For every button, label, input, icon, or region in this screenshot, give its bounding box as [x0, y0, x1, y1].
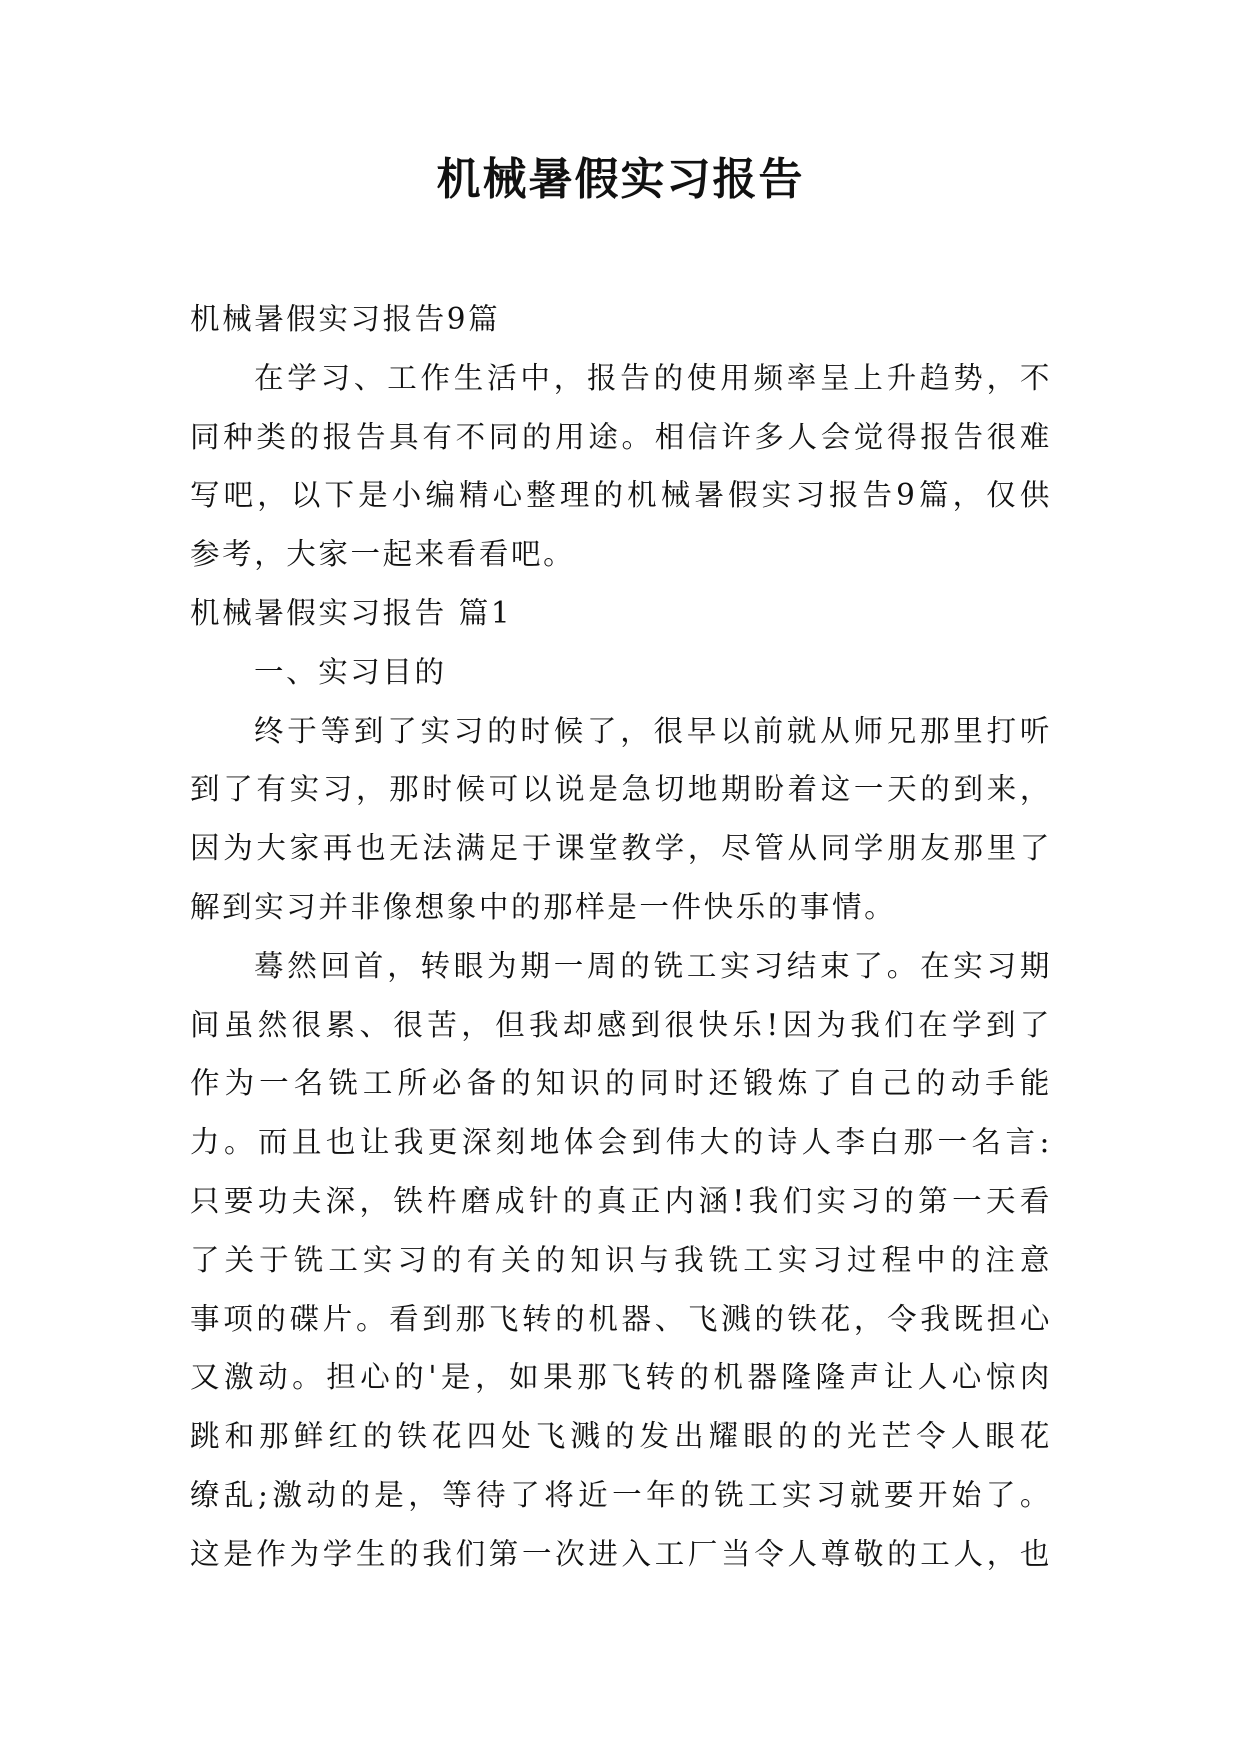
text-line: 又激动。担心的'是，如果那飞转的机器隆隆声让人心惊肉: [190, 1360, 1052, 1395]
text-line: 跳和那鲜红的铁花四处飞溅的发出耀眼的的光芒令人眼花: [190, 1419, 1052, 1454]
text-line: 力。而且也让我更深刻地体会到伟大的诗人李白那一名言:: [190, 1125, 1052, 1160]
text-line: 写吧，以下是小编精心整理的机械暑假实习报告9篇，仅供: [190, 478, 1052, 513]
text-line: 作为一名铣工所必备的知识的同时还锻炼了自己的动手能: [190, 1066, 1052, 1101]
document-body: [190, 290, 1052, 1584]
text-line: 间虽然很累、很苦，但我却感到很快乐!因为我们在学到了: [190, 1007, 1052, 1042]
text-line: 只要功夫深，铁杵磨成针的真正内涵!我们实习的第一天看: [190, 1183, 1052, 1218]
text-line: 事项的碟片。看到那飞转的机器、飞溅的铁花，令我既担心: [190, 1301, 1052, 1336]
text-line: 了关于铣工实习的有关的知识与我铣工实习过程中的注意: [190, 1242, 1052, 1277]
text-line: 到了有实习，那时候可以说是急切地期盼着这一天的到来，: [190, 772, 1052, 807]
text-line: 一、实习目的: [254, 654, 447, 689]
text-line: 在学习、工作生活中，报告的使用频率呈上升趋势，不: [254, 360, 1052, 395]
text-line: 同种类的报告具有不同的用途。相信许多人会觉得报告很难: [190, 419, 1052, 454]
text-line: 因为大家再也无法满足于课堂教学，尽管从同学朋友那里了: [190, 831, 1052, 866]
text-line: 这是作为学生的我们第一次进入工厂当令人尊敬的工人，也: [190, 1536, 1052, 1571]
text-line: 解到实习并非像想象中的那样是一件快乐的事情。: [190, 889, 897, 924]
text-line: 机械暑假实习报告9篇: [190, 302, 501, 336]
text-line: 机械暑假实习报告 篇1: [190, 595, 513, 630]
document-title: 机械暑假实习报告: [436, 154, 805, 205]
text-line: 参考，大家一起来看看吧。: [190, 537, 576, 572]
text-line: 蓦然回首，转眼为期一周的铣工实习结束了。在实习期: [254, 948, 1052, 983]
text-line: 缭乱;激动的是，等待了将近一年的铣工实习就要开始了。: [190, 1477, 1052, 1512]
text-line: 终于等到了实习的时候了，很早以前就从师兄那里打听: [254, 713, 1052, 748]
